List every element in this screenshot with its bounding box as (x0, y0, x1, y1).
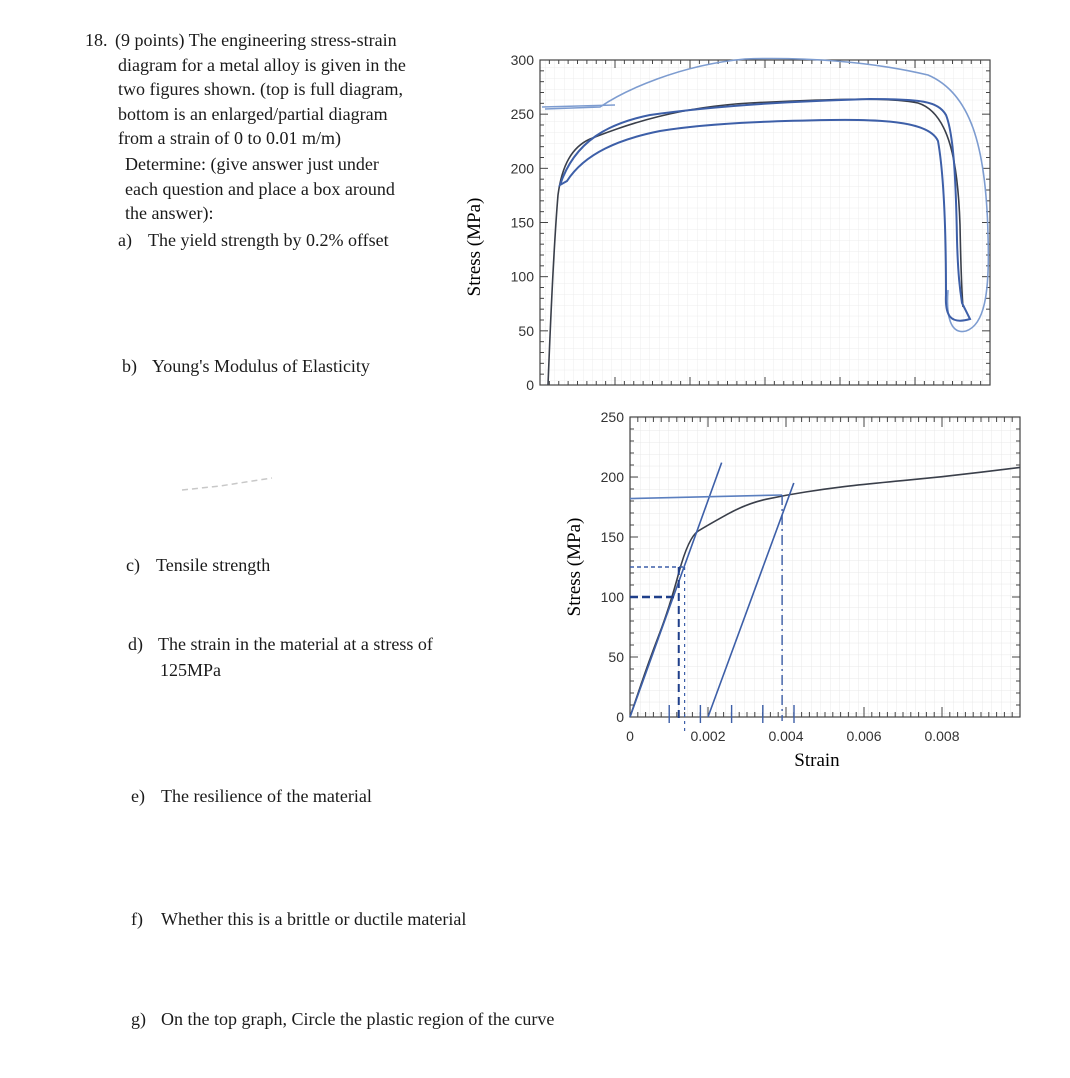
part-g (131, 1009, 554, 1030)
part-e (131, 786, 372, 807)
bottom-chart-plot-area (630, 417, 1020, 717)
determine-line-3: the answer): (125, 203, 214, 223)
pencil-mark (180, 474, 280, 494)
top-chart-ylabel: Stress (MPa) (464, 197, 485, 297)
part-d-text-2: 125MPa (160, 660, 222, 680)
top-y-tick-label: 0 (526, 377, 534, 393)
determine-line-2: each question and place a box around (125, 178, 395, 199)
bottom-chart-ylabel: Stress (MPa) (564, 517, 585, 617)
bottom-chart-x-tick-labels (626, 728, 960, 744)
bottom-x-tick-label: 0.006 (846, 728, 882, 744)
part-d-text: The strain in the material at a stress of (158, 634, 433, 654)
bottom-y-tick-label: 150 (600, 529, 624, 545)
part-e-label: e) (131, 786, 145, 806)
part-c-text: Tensile strength (156, 555, 271, 575)
bottom-y-tick-label: 100 (600, 589, 624, 605)
question-number: 18. (85, 30, 108, 50)
bottom-y-tick-label: 0 (616, 709, 624, 725)
part-b (122, 356, 370, 377)
bottom-x-tick-label: 0.002 (690, 728, 726, 744)
part-c-label: c) (126, 555, 140, 575)
question-line-4: bottom is an enlarged/partial diagram (118, 103, 388, 124)
part-f-label: f) (131, 909, 143, 929)
top-chart-y-tick-labels (511, 52, 535, 393)
part-f-text: Whether this is a brittle or ductile material (161, 909, 467, 929)
part-e-text: The resilience of the material (161, 786, 372, 806)
bottom-chart-xlabel: Strain (794, 750, 840, 771)
question-line-2: diagram for a metal alloy is given in the (118, 54, 406, 75)
bottom-x-tick-label: 0 (626, 728, 634, 744)
top-y-tick-label: 100 (510, 268, 534, 285)
top-y-tick-label: 150 (510, 214, 534, 231)
part-d-label: d) (128, 634, 143, 654)
top-chart-plot-area (540, 60, 990, 385)
bottom-y-tick-label: 250 (600, 409, 624, 425)
question-header (85, 28, 465, 151)
top-y-tick-label: 250 (510, 106, 534, 123)
part-b-label: b) (122, 356, 137, 376)
part-a-label: a) (118, 230, 132, 250)
bottom-x-tick-label: 0.004 (768, 728, 804, 744)
part-g-label: g) (131, 1009, 146, 1029)
bottom-y-tick-label: 200 (600, 469, 624, 485)
question-line-5: from a strain of 0 to 0.01 m/m) (118, 128, 341, 148)
part-b-text: Young's Modulus of Elasticity (152, 356, 370, 376)
question-line-1: 18. (9 points) The engineering stress-strain (85, 28, 465, 53)
bottom-chart-y-tick-labels (601, 409, 625, 725)
bottom-y-tick-label: 50 (608, 649, 624, 665)
part-c (126, 555, 270, 576)
part-a-text: The yield strength by 0.2% offset (148, 230, 389, 250)
part-g-text: On the top graph, Circle the plastic region of the curve (161, 1009, 555, 1029)
top-y-tick-label: 300 (510, 52, 534, 68)
determine-line-1: Determine: (give answer just under (125, 154, 379, 174)
determine-instructions (125, 152, 445, 226)
part-f (131, 909, 466, 930)
question-line-3: two figures shown. (top is full diagram, (118, 79, 403, 99)
part-d (128, 631, 433, 683)
top-y-tick-label: 50 (518, 322, 534, 339)
bottom-chart (545, 395, 1035, 780)
bottom-x-tick-label: 0.008 (924, 728, 960, 744)
top-chart (450, 35, 1000, 415)
part-a (118, 230, 389, 251)
top-y-tick-label: 200 (510, 160, 534, 177)
